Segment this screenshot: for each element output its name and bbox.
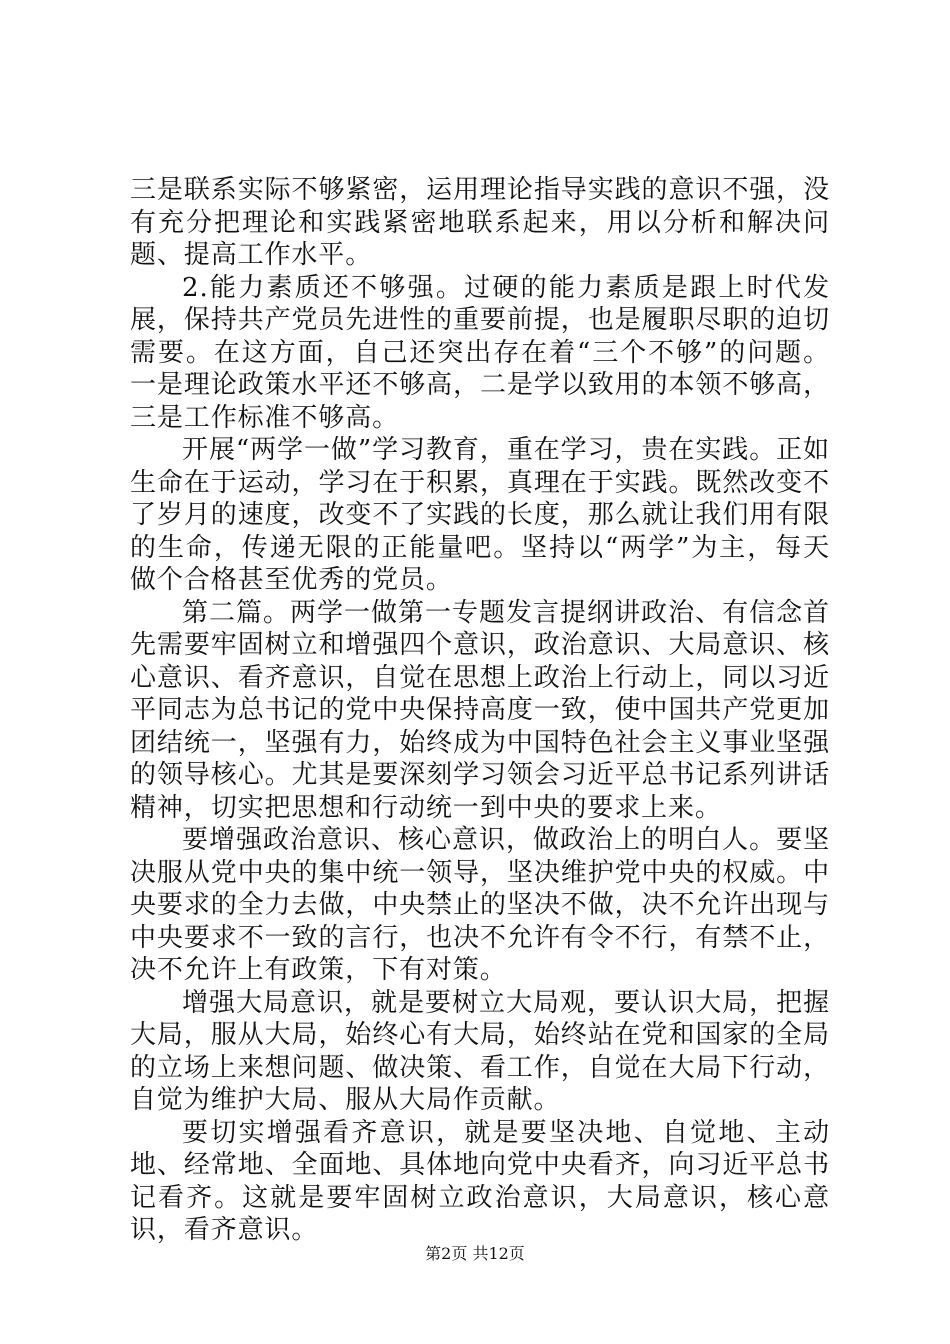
document-body	[130, 174, 830, 1247]
paragraph-continuation: 三是联系实际不够紧密，运用理论指导实践的意识不强，没有充分把理论和实践紧密地联系起来，用以分析和解决问题、提高工作水平。	[130, 175, 830, 270]
paragraph-second-article: 第二篇。两学一做第一专题发言提纲讲政治、有信念首先需要牢固树立和增强四个意识，政治意识、大局意识、核心意识、看齐意识，自觉在思想上政治上行动上，同以习近平同志为总书记的党中央保持高度一致，使中国共产党更加团结统一，坚强有力，始终成为中国特色社会主义事业坚强的领导核心。尤其是要深刻学习领会习近平总书记系列讲话精神，切实把思想和行动统一到中央的要求上来。	[130, 597, 830, 823]
paragraph-overall-awareness: 增强大局意识，就是要树立大局观，要认识大局，把握大局，服从大局，始终心有大局，始终站在党和国家的全局的立场上来想问题、做决策、看工作，自觉在大局下行动，自觉为维护大局、服从大局作贡献。	[130, 987, 830, 1115]
paragraph-ability: 2.能力素质还不够强。过硬的能力素质是跟上时代发展，保持共产党员先进性的重要前提，也是履职尽职的迫切需要。在这方面，自己还突出存在着“三个不够”的问题。一是理论政策水平还不够高，二是学以致用的本领不够高，三是工作标准不够高。	[130, 272, 830, 433]
paragraph-political-awareness: 要增强政治意识、核心意识，做政治上的明白人。要坚决服从党中央的集中统一领导，坚决维护党中央的权威。中央要求的全力去做，中央禁止的坚决不做，决不允许出现与中央要求不一致的言行，也决不允许有令不行，有禁不止，决不允许上有政策，下有对策。	[130, 825, 830, 985]
page-number: 第2页 共12页	[425, 1244, 525, 1263]
paragraph-alignment-awareness: 要切实增强看齐意识，就是要坚决地、自觉地、主动地、经常地、全面地、具体地向党中央看齐，向习近平总书记看齐。这就是要牢固树立政治意识，大局意识，核心意识，看齐意识。	[130, 1117, 830, 1245]
paragraph-study-practice: 开展“两学一做”学习教育，重在学习，贵在实践。正如生命在于运动，学习在于积累，真理在于实践。既然改变不了岁月的速度，改变不了实践的长度，那么就让我们用有限的生命，传递无限的正能量吧。坚持以“两学”为主，每天做个合格甚至优秀的党员。	[130, 435, 830, 595]
